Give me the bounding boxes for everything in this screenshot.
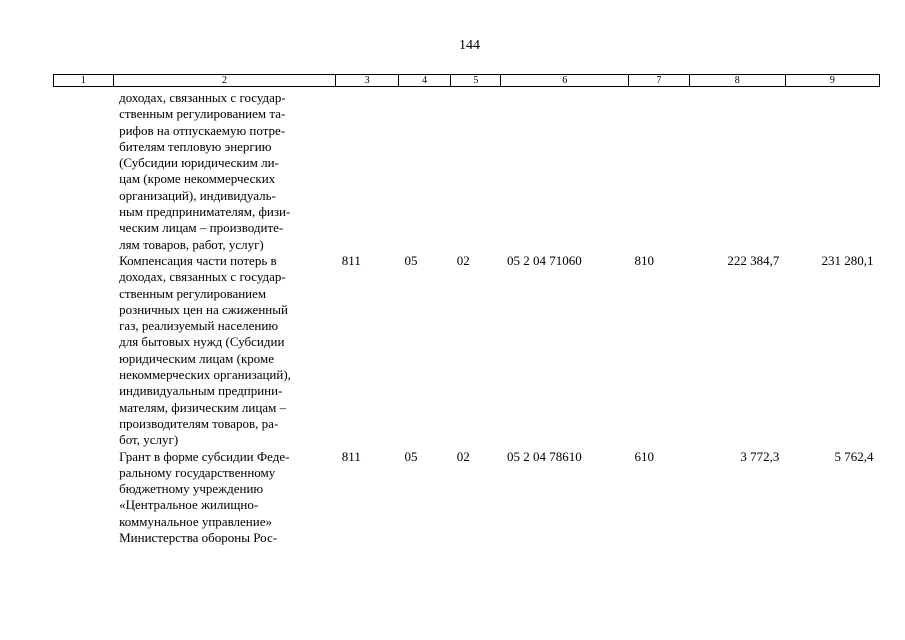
table-row — [54, 449, 880, 547]
item-name-line: розничных цен на сжиженный — [119, 301, 288, 317]
item-name-line: Компенсация части потерь в — [119, 252, 277, 268]
cell-admin-code: 811 — [341, 448, 361, 464]
cell-expense-type — [629, 87, 690, 253]
cell-subsection: 02 — [456, 252, 470, 268]
item-name-line: коммунальное управление» — [119, 513, 272, 529]
cell-subsection: 02 — [456, 448, 470, 464]
cell-target-article — [501, 87, 629, 253]
cell-section — [399, 87, 451, 253]
item-name-line: ственным регулированием та- — [119, 106, 286, 122]
item-name-line: лям товаров, работ, услуг) — [119, 236, 264, 252]
header-col-8: 8 — [689, 75, 785, 87]
header-col-9: 9 — [785, 75, 879, 87]
item-name-line: доходах, связанных с государ- — [119, 269, 286, 285]
cell-amount-year-2 — [785, 87, 879, 253]
item-name-line: мателям, физическим лицам – — [119, 399, 287, 415]
header-col-2: 2 — [113, 75, 336, 87]
cell-amount-year-1: 3 772,3 — [740, 448, 780, 464]
item-name-line: юридическим лицам (кроме — [119, 350, 275, 366]
header-col-7: 7 — [629, 75, 690, 87]
item-name-line: «Центральное жилищно- — [119, 497, 259, 513]
item-name-line: ным предпринимателям, физи- — [119, 204, 291, 220]
cell-col-1 — [54, 449, 114, 547]
item-name-line: рифов на отпускаемую потре- — [119, 122, 286, 138]
item-name-line: газ, реализуемый населению — [119, 318, 279, 334]
item-name-line: цам (кроме некоммерческих — [119, 171, 276, 187]
item-name-line: организаций), индивидуаль- — [119, 187, 276, 203]
budget-table — [53, 74, 880, 546]
item-name-line: ческим лицам – производите- — [119, 220, 284, 236]
page-number: 144 — [459, 38, 480, 53]
item-name-line: индивидуальным предприни- — [119, 383, 283, 399]
cell-admin-code: 811 — [341, 252, 361, 268]
item-name-line: для бытовых нужд (Субсидии — [119, 334, 285, 350]
table-row — [54, 253, 880, 449]
header-col-1: 1 — [54, 75, 114, 87]
cell-expense-type: 810 — [634, 252, 654, 268]
cell-col-1 — [54, 253, 114, 449]
cell-amount-year-1: 222 384,7 — [727, 252, 780, 268]
cell-item-name — [113, 87, 336, 253]
header-col-3: 3 — [336, 75, 399, 87]
cell-amount-year-2: 5 762,4 — [834, 448, 874, 464]
table-header-row — [54, 75, 880, 87]
cell-target-article: 05 2 04 71060 — [506, 252, 582, 268]
item-name-line: (Субсидии юридическим ли- — [119, 155, 279, 171]
item-name-line: ственным регулированием — [119, 285, 267, 301]
cell-item-name — [113, 449, 336, 547]
cell-target-article: 05 2 04 78610 — [506, 448, 582, 464]
item-name-line: бителям тепловую энергию — [119, 138, 272, 154]
cell-expense-type: 610 — [634, 448, 654, 464]
item-name-line: доходах, связанных с государ- — [119, 90, 286, 105]
cell-admin-code — [336, 87, 399, 253]
cell-subsection — [451, 87, 501, 253]
header-col-4: 4 — [399, 75, 451, 87]
header-col-6: 6 — [501, 75, 629, 87]
item-name-line: производителям товаров, ра- — [119, 415, 279, 431]
cell-section: 05 — [404, 448, 418, 464]
item-name-line: некоммерческих организаций), — [119, 367, 291, 383]
cell-amount-year-1 — [689, 87, 785, 253]
header-col-5: 5 — [451, 75, 501, 87]
item-name-line: Грант в форме субсидии Феде- — [119, 448, 290, 464]
cell-col-1 — [54, 87, 114, 253]
item-name-line: ральному государственному — [119, 464, 276, 480]
table-body — [54, 87, 880, 547]
item-name-line: бот, услуг) — [119, 432, 179, 448]
cell-amount-year-2: 231 280,1 — [821, 252, 874, 268]
item-name-line: Министерства обороны Рос- — [119, 530, 278, 546]
table-row — [54, 87, 880, 253]
item-name-line: бюджетному учреждению — [119, 481, 264, 497]
cell-section: 05 — [404, 252, 418, 268]
cell-item-name — [113, 253, 336, 449]
